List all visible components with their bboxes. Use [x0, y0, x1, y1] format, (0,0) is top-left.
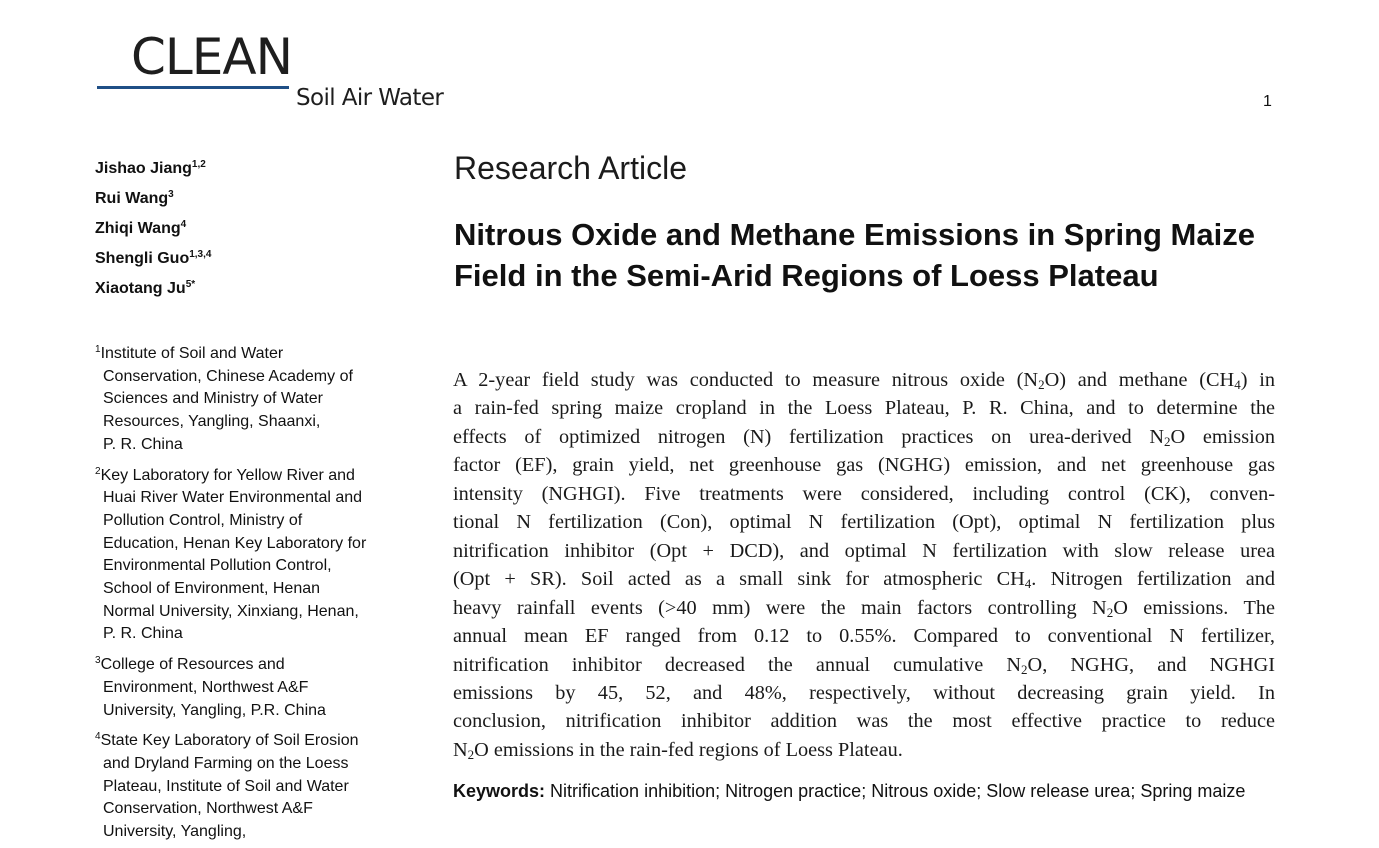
abstract-line: [453, 508, 1275, 536]
abstract-text: tional N fertilization (Con), optimal N fertilization (Opt), optimal N fertilization plus: [453, 511, 1275, 534]
author-name: [95, 182, 211, 212]
abstract-line: [453, 423, 1275, 451]
abstract-text: A 2-year field study was conducted to measure nitrous oxide (N: [453, 369, 1039, 391]
affiliation-text: Sciences and Ministry of Water: [103, 390, 323, 408]
affiliation-line: [95, 677, 415, 700]
affiliation: [95, 461, 415, 647]
affiliation-marker: 1: [95, 344, 101, 355]
author-affiliation-marker: 5*: [185, 279, 196, 290]
affiliation-text: and Dryland Farming on the Loess: [103, 754, 349, 772]
abstract-text: O, NGHG, and NGHGI: [1027, 653, 1275, 676]
abstract-text: ) in: [1240, 369, 1275, 391]
page-number: 1: [1263, 93, 1272, 110]
affiliation-line: [95, 776, 415, 799]
abstract-line: [453, 480, 1275, 508]
abstract-text: nitrification inhibitor (Opt + DCD), and optimal N fertilization with slow release urea: [453, 539, 1275, 562]
affiliation: [95, 726, 415, 844]
abstract-text: emissions by 45, 52, and 48%, respectively, without decreasing grain yield. In: [453, 681, 1275, 704]
abstract-line: [453, 707, 1275, 735]
journal-logo: [97, 30, 467, 120]
affiliation-text: P. R. China: [103, 625, 183, 643]
logo-rule: [97, 86, 289, 89]
affiliation-line: [95, 461, 415, 488]
affiliation-text: University, Yangling,: [103, 823, 247, 841]
author-list: [95, 152, 211, 302]
affiliation-line: [95, 411, 415, 434]
article-title: Nitrous Oxide and Methane Emissions in Spring Maize Field in the Semi-Arid Regions of Loess Plateau: [454, 217, 1255, 293]
author-affiliation-marker: 3: [168, 189, 174, 200]
abstract-text: heavy rainfall events (>40 mm) were the main factors controlling N: [453, 596, 1107, 619]
abstract-text: O emissions in the rain-fed regions of Loess Plateau.: [474, 738, 903, 761]
affiliation-line: [95, 700, 415, 723]
abstract-line: [453, 736, 1275, 764]
affiliation-line: [95, 798, 415, 821]
abstract-line: [453, 451, 1275, 479]
abstract-text: O emissions. The: [1113, 596, 1275, 619]
affiliation-line: [95, 434, 415, 457]
abstract-line: [453, 679, 1275, 707]
keywords-text: Nitrification inhibition; Nitrogen practice; Nitrous oxide; Slow release urea; Spring maize: [550, 781, 1246, 801]
affiliation-text: Normal University, Xinxiang, Henan,: [103, 602, 359, 620]
author-affiliation-marker: 4: [180, 219, 187, 230]
author-name: [95, 152, 211, 182]
affiliation-line: [95, 510, 415, 533]
abstract-text: intensity (NGHGI). Five treatments were considered, including control (CK), conven-: [453, 482, 1275, 505]
abstract-text: nitrification inhibitor decreased the annual cumulative N: [453, 653, 1022, 676]
affiliation-line: [95, 388, 415, 411]
affiliation-line: [95, 753, 415, 776]
abstract: [453, 366, 1275, 764]
affiliation-marker: 2: [95, 465, 101, 477]
affiliation-text: Key Laboratory for Yellow River and: [100, 466, 355, 484]
author-name-text: Rui Wang: [95, 190, 169, 207]
affiliation-text: State Key Laboratory of Soil Erosion: [100, 732, 359, 750]
affiliation-marker: 4: [95, 731, 101, 743]
abstract-line: [453, 622, 1275, 650]
abstract-text: N: [453, 738, 468, 761]
abstract-text: annual mean EF ranged from 0.12 to 0.55%. Compared to conventional N fertilizer,: [453, 625, 1275, 648]
logo-subtitle: Soil Air Water: [296, 85, 444, 111]
subscript: 4: [1234, 377, 1241, 392]
affiliation-text: Education, Henan Key Laboratory for: [103, 534, 367, 552]
affiliation-line: [95, 339, 415, 366]
subscript: 2: [1164, 433, 1171, 449]
abstract-line: [453, 394, 1275, 422]
affiliation-text: Environmental Pollution Control,: [103, 557, 332, 575]
logo-wordmark: CLEAN: [131, 28, 292, 86]
affiliation-text: Conservation, Chinese Academy of: [103, 367, 353, 385]
abstract-text: O) and methane (CH: [1044, 369, 1235, 391]
abstract-line: [453, 651, 1275, 679]
author-name: [95, 272, 211, 302]
subscript: 2: [467, 746, 475, 762]
subscript: 4: [1024, 576, 1032, 592]
affiliation-text: Huai River Water Environmental and: [103, 489, 363, 507]
affiliation-list: [95, 339, 415, 848]
affiliation-line: [95, 601, 415, 624]
author-name: [95, 242, 211, 272]
author-name-text: Zhiqi Wang: [95, 220, 181, 237]
affiliation-text: Conservation, Northwest A&F: [103, 800, 313, 818]
abstract-text: conclusion, nitrification inhibitor addition was the most effective practice to reduce: [453, 710, 1275, 733]
keywords-label: Keywords:: [453, 781, 546, 801]
affiliation-line: [95, 821, 415, 844]
affiliation-text: University, Yangling, P.R. China: [103, 701, 326, 719]
affiliation-text: College of Resources and: [100, 656, 285, 674]
affiliation-line: [95, 623, 415, 646]
affiliation-text: Environment, Northwest A&F: [103, 678, 309, 696]
article-type: Research Article: [454, 150, 687, 186]
affiliation-line: [95, 578, 415, 601]
affiliation: [95, 650, 415, 722]
author-name: [95, 212, 211, 242]
author-affiliation-marker: 1,3,4: [189, 249, 212, 260]
abstract-line: [453, 565, 1275, 593]
affiliation-line: [95, 366, 415, 389]
subscript: 2: [1038, 377, 1045, 392]
abstract-line: [453, 594, 1275, 622]
abstract-text: . Nitrogen fertilization and: [1031, 568, 1276, 591]
affiliation-line: [95, 533, 415, 556]
author-name-text: Shengli Guo: [95, 250, 190, 267]
affiliation-text: Resources, Yangling, Shaanxi,: [103, 413, 321, 431]
abstract-line: [453, 366, 1275, 394]
subscript: 2: [1021, 661, 1028, 677]
affiliation-text: Institute of Soil and Water: [100, 345, 284, 362]
subscript: 2: [1106, 604, 1114, 620]
affiliation-line: [95, 487, 415, 510]
affiliation-text: Plateau, Institute of Soil and Water: [103, 777, 349, 795]
affiliation-text: P. R. China: [103, 435, 183, 453]
affiliation: [95, 339, 415, 457]
abstract-line: [453, 537, 1275, 565]
author-name-text: Jishao Jiang: [95, 160, 192, 177]
abstract-text: (Opt + SR). Soil acted as a small sink for atmospheric CH: [453, 568, 1025, 591]
abstract-text: O emission: [1170, 425, 1276, 448]
affiliation-text: School of Environment, Henan: [103, 580, 321, 598]
affiliation-line: [95, 555, 415, 578]
author-affiliation-marker: 1,2: [191, 159, 206, 170]
abstract-text: factor (EF), grain yield, net greenhouse gas (NGHG) emission, and net greenhouse gas: [453, 454, 1275, 477]
affiliation-marker: 3: [95, 655, 101, 667]
abstract-text: a rain-fed spring maize cropland in the Loess Plateau, P. R. China, and to determine the: [453, 397, 1275, 420]
keywords: [453, 780, 1275, 802]
abstract-text: effects of optimized nitrogen (N) fertilization practices on urea-derived N: [453, 425, 1165, 448]
affiliation-text: Pollution Control, Ministry of: [103, 511, 303, 529]
affiliation-line: [95, 650, 415, 677]
author-name-text: Xiaotang Ju: [95, 280, 186, 297]
affiliation-line: [95, 726, 415, 753]
